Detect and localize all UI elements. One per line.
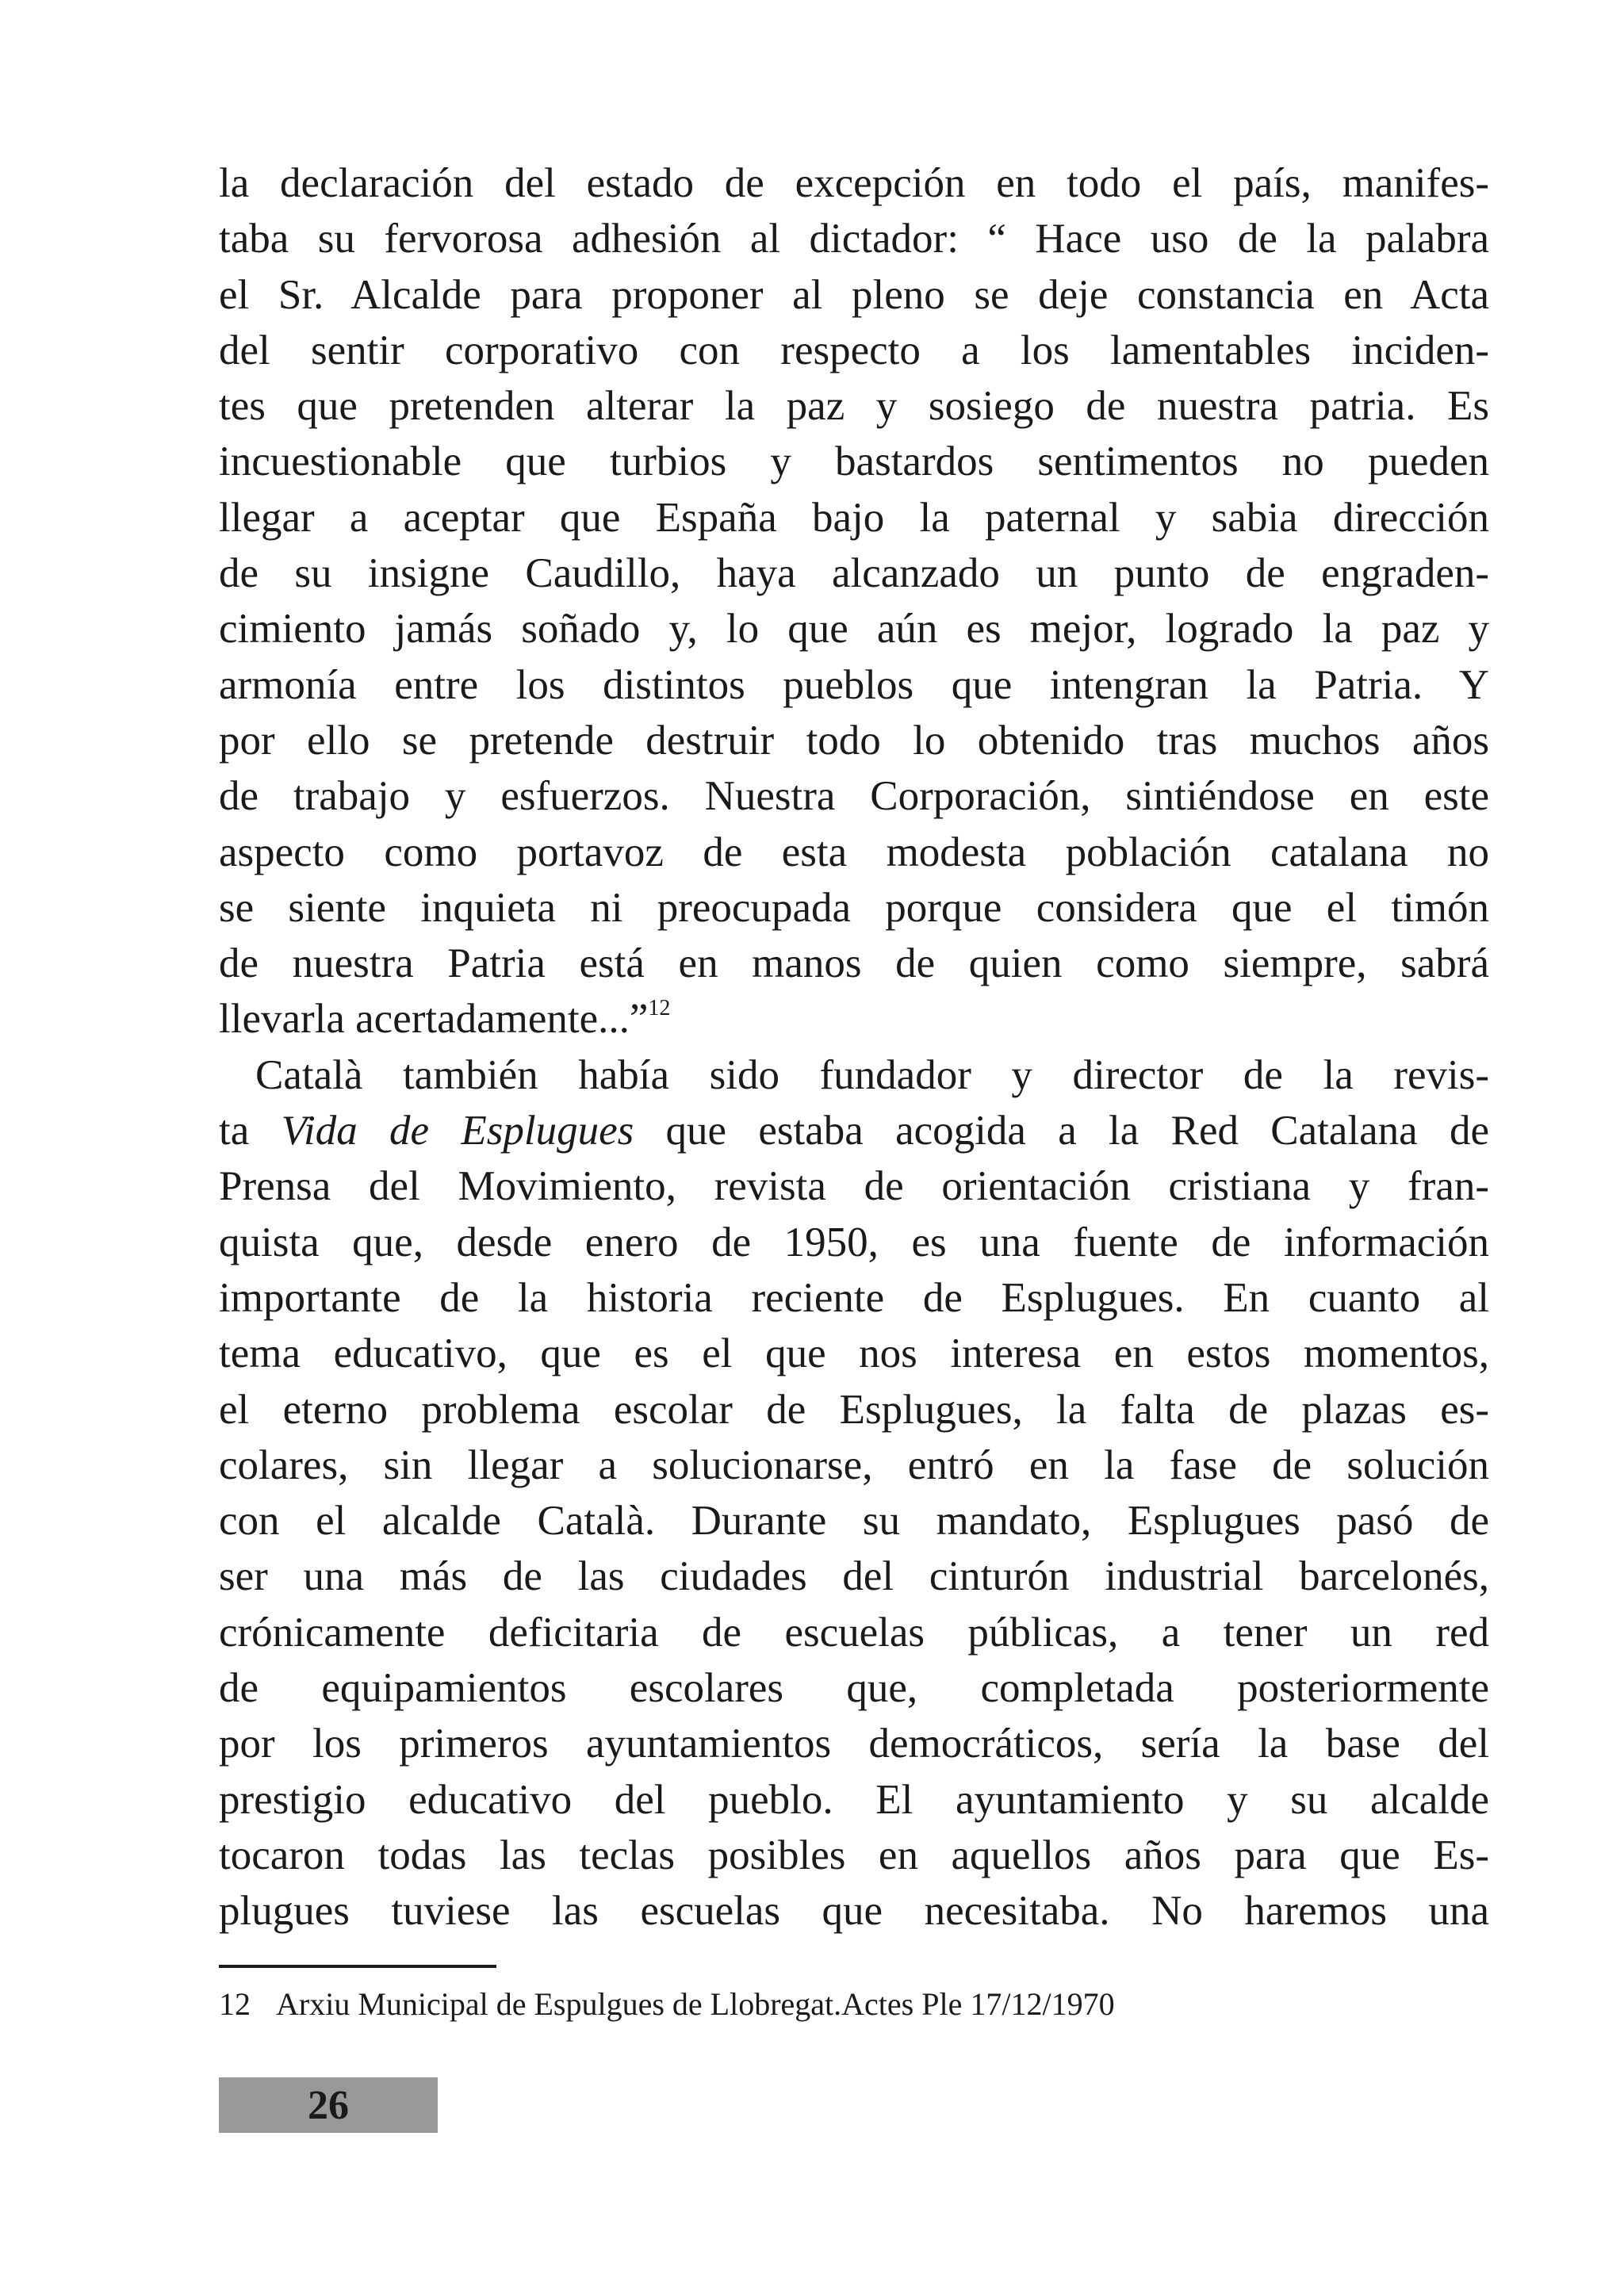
footnote-reference: 12	[648, 996, 671, 1021]
text-line: de equipamientos escolares que, completada posteriormente	[219, 1665, 1489, 1712]
text-line: incuestionable que turbios y bastardos sentimentos no pueden	[219, 438, 1489, 485]
text-line: tema educativo, que es el que nos interesa en estos momentos,	[219, 1330, 1489, 1377]
text-line: de su insigne Caudillo, haya alcanzado un punto de engraden-	[219, 550, 1489, 597]
text-line: el eterno problema escolar de Esplugues, la falta de plazas es-	[219, 1386, 1489, 1433]
text-line: quista que, desde enero de 1950, es una fuente de información	[219, 1219, 1489, 1265]
text-line: del sentir corporativo con respecto a los lamentables inciden-	[219, 327, 1489, 373]
text-fragment: que estaba acogida a la Red Catalana de	[634, 1108, 1490, 1154]
text-line: plugues tuviese las escuelas que necesitaba. No haremos una	[219, 1888, 1489, 1935]
text-line: llegar a aceptar que España bajo la paternal y sabia dirección	[219, 494, 1489, 541]
text-line: por los primeros ayuntamientos democráticos, sería la base del	[219, 1721, 1489, 1767]
footnote-number: 12	[219, 1986, 251, 2022]
text-line: de trabajo y esfuerzos. Nuestra Corporación, sintiéndose en este	[219, 773, 1489, 820]
text-line: colares, sin llegar a solucionarse, entró en la fase de solución	[219, 1441, 1489, 1488]
text-line: crónicamente deficitaria de escuelas públicas, a tener un red	[219, 1609, 1489, 1656]
text-line: taba su fervorosa adhesión al dictador: “ Hace uso de la palabra	[219, 216, 1489, 262]
text-line: con el alcalde Català. Durante su mandato, Esplugues pasó de	[219, 1498, 1489, 1545]
text-line: la declaración del estado de excepción en todo el país, manifes-	[219, 160, 1489, 206]
text-line: prestigio educativo del pueblo. El ayuntamiento y su alcalde	[219, 1776, 1489, 1823]
text-line: importante de la historia reciente de Esplugues. En cuanto al	[219, 1274, 1489, 1321]
text-line: cimiento jamás soñado y, lo que aún es mejor, logrado la paz y	[219, 606, 1489, 653]
footnote	[219, 1982, 1115, 2027]
body-text	[219, 155, 1489, 1939]
text-line: el Sr. Alcalde para proponer al pleno se deje constancia en Acta	[219, 271, 1489, 318]
quote-end-line	[219, 991, 1489, 1047]
paragraph-first-line: Català también había sido fundador y director de la revis-	[255, 1051, 1489, 1098]
text-line: de nuestra Patria está en manos de quien como siempre, sabrá	[219, 940, 1489, 987]
page-number-box	[219, 2077, 438, 2133]
page-number: 26	[308, 2082, 349, 2128]
text-line: Prensa del Movimiento, revista de orientación cristiana y fran-	[219, 1163, 1489, 1210]
text-line: ser una más de las ciudades del cinturón industrial barcelonés,	[219, 1553, 1489, 1600]
text-line: armonía entre los distintos pueblos que intengran la Patria. Y	[219, 661, 1489, 708]
text-line: aspecto como portavoz de esta modesta población catalana no	[219, 829, 1489, 875]
magazine-title: Vida de Esplugues	[281, 1108, 634, 1154]
text-fragment: ta	[219, 1108, 282, 1154]
quote-end-text: llevarla acertadamente...”	[219, 996, 649, 1043]
text-line: tocaron todas las teclas posibles en aquellos años para que Es-	[219, 1832, 1489, 1878]
footnote-text: Arxiu Municipal de Espulgues de Llobregat.Actes Ple 17/12/1970	[276, 1986, 1115, 2022]
footnote-separator	[219, 1965, 496, 1968]
text-line-with-title	[219, 1103, 1489, 1158]
text-line: por ello se pretende destruir todo lo obtenido tras muchos años	[219, 717, 1489, 764]
text-line: se siente inquieta ni preocupada porque considera que el timón	[219, 884, 1489, 931]
text-line: tes que pretenden alterar la paz y sosiego de nuestra patria. Es	[219, 383, 1489, 430]
